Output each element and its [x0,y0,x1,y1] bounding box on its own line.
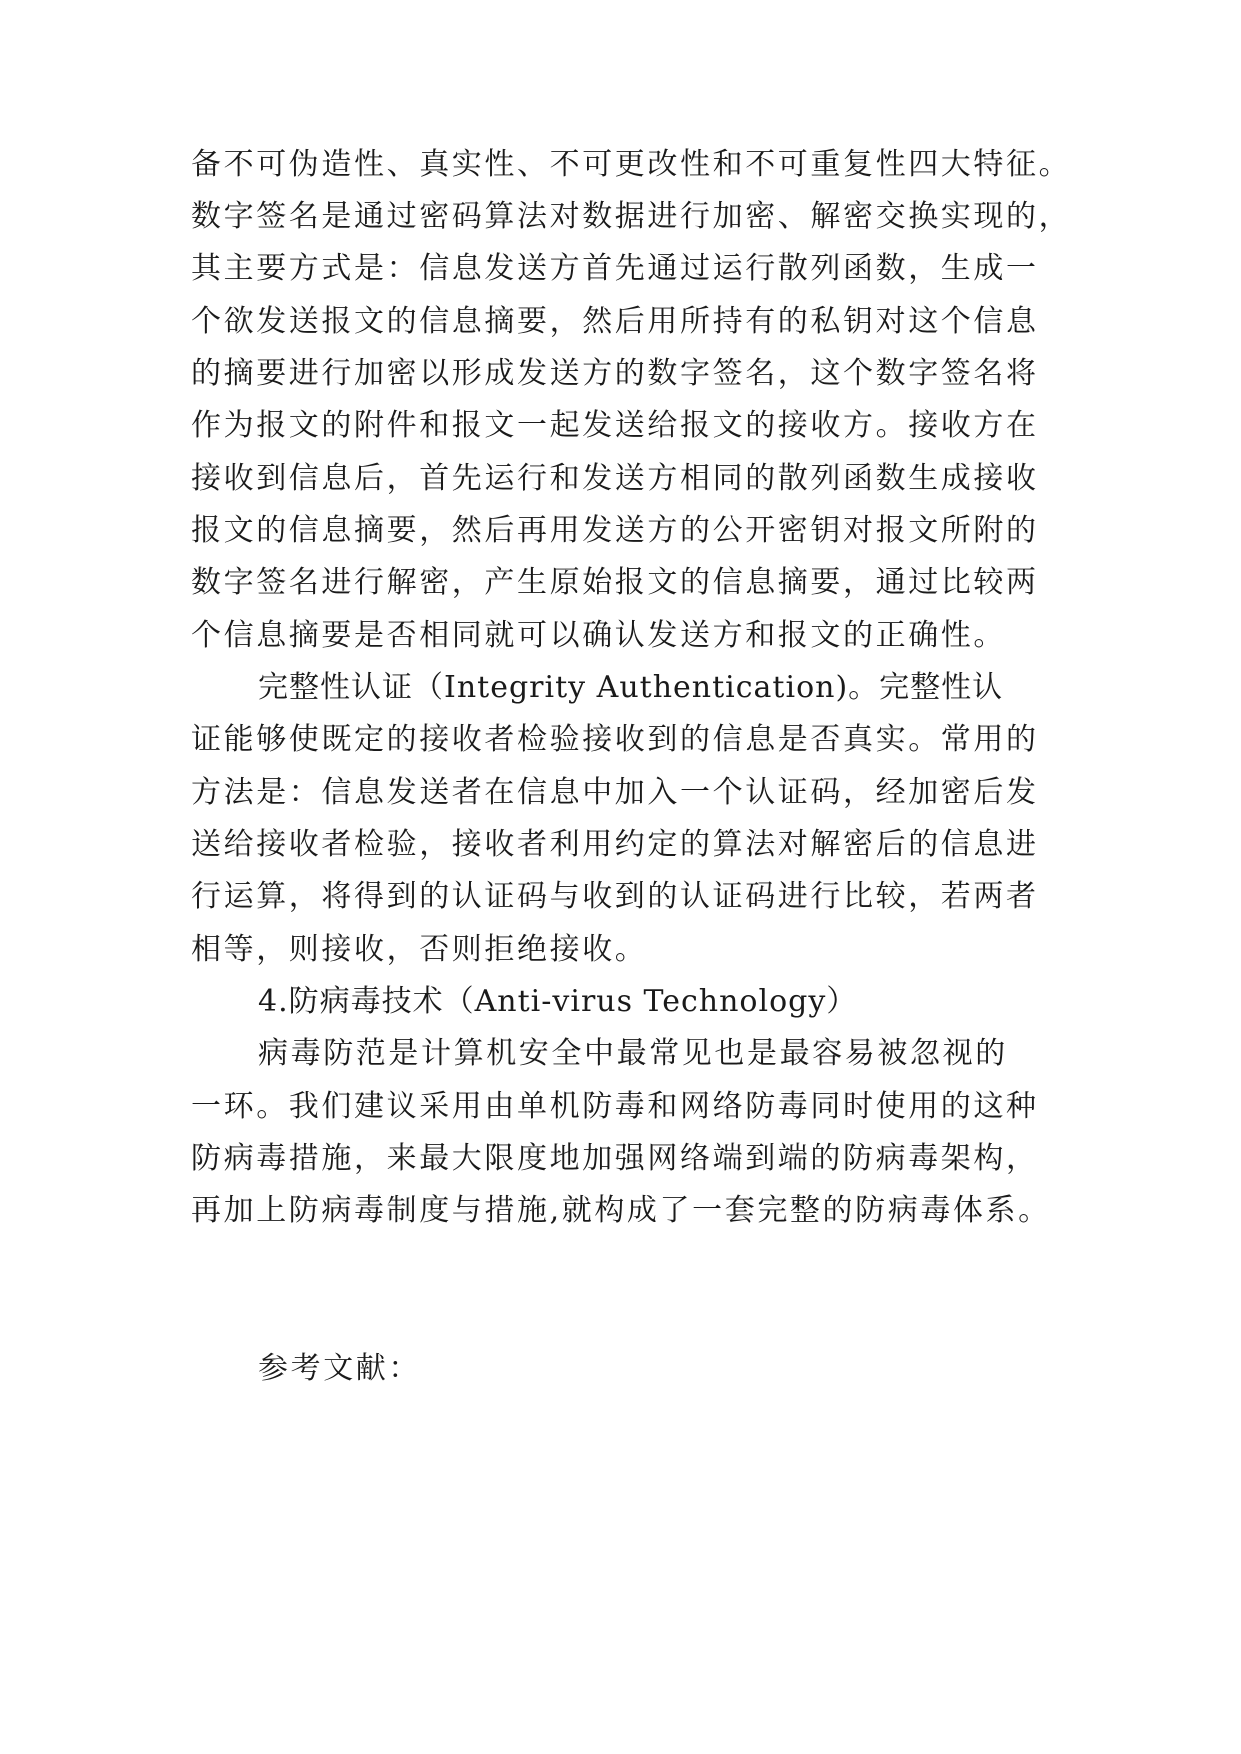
body-text-line: 个信息摘要是否相同就可以确认发送方和报文的正确性。 [191,618,1006,653]
body-text-line: 证能够使既定的接收者检验接收到的信息是否真实。常用的 [191,722,1039,757]
body-text-line: 数字签名进行解密，产生原始报文的信息摘要，通过比较两 [191,565,1039,600]
body-text-line: 送给接收者检验，接收者利用约定的算法对解密后的信息进 [191,827,1039,862]
body-text-line: 作为报文的附件和报文一起发送给报文的接收方。接收方在 [191,408,1039,443]
section-heading: 4.防病毒技术（Anti-virus Technology） [258,984,858,1019]
body-text-line: 行运算，将得到的认证码与收到的认证码进行比较，若两者 [191,879,1039,914]
body-text-line: 方法是：信息发送者在信息中加入一个认证码，经加密后发 [191,775,1039,810]
body-text-line: 防病毒措施，来最大限度地加强网络端到端的防病毒架构， [191,1141,1039,1176]
body-text-line: 其主要方式是：信息发送方首先通过运行散列函数，生成一 [191,251,1039,286]
body-text-line: 病毒防范是计算机安全中最常见也是最容易被忽视的 [258,1036,1008,1071]
body-text-line: 的摘要进行加密以形成发送方的数字签名，这个数字签名将 [191,356,1039,391]
references-heading: 参考文献： [258,1351,421,1386]
body-text-line: 相等，则接收，否则拒绝接收。 [191,932,648,967]
body-text-line: 再加上防病毒制度与措施,就构成了一套完整的防病毒体系。 [191,1193,1051,1228]
body-text-line: 报文的信息摘要，然后再用发送方的公开密钥对报文所附的 [191,513,1039,548]
body-text-line: 数字签名是通过密码算法对数据进行加密、解密交换实现的， [191,199,1072,234]
body-text-line: 接收到信息后，首先运行和发送方相同的散列函数生成接收 [191,461,1039,496]
body-text-line: 个欲发送报文的信息摘要，然后用所持有的私钥对这个信息 [191,304,1039,339]
body-text-line: 一环。我们建议采用由单机防毒和网络防毒同时使用的这种 [191,1089,1039,1124]
body-text-line: 备不可伪造性、真实性、不可更改性和不可重复性四大特征。 [191,147,1072,182]
paragraph-heading-line: 完整性认证（Integrity Authentication)。完整性认 [258,670,1004,705]
